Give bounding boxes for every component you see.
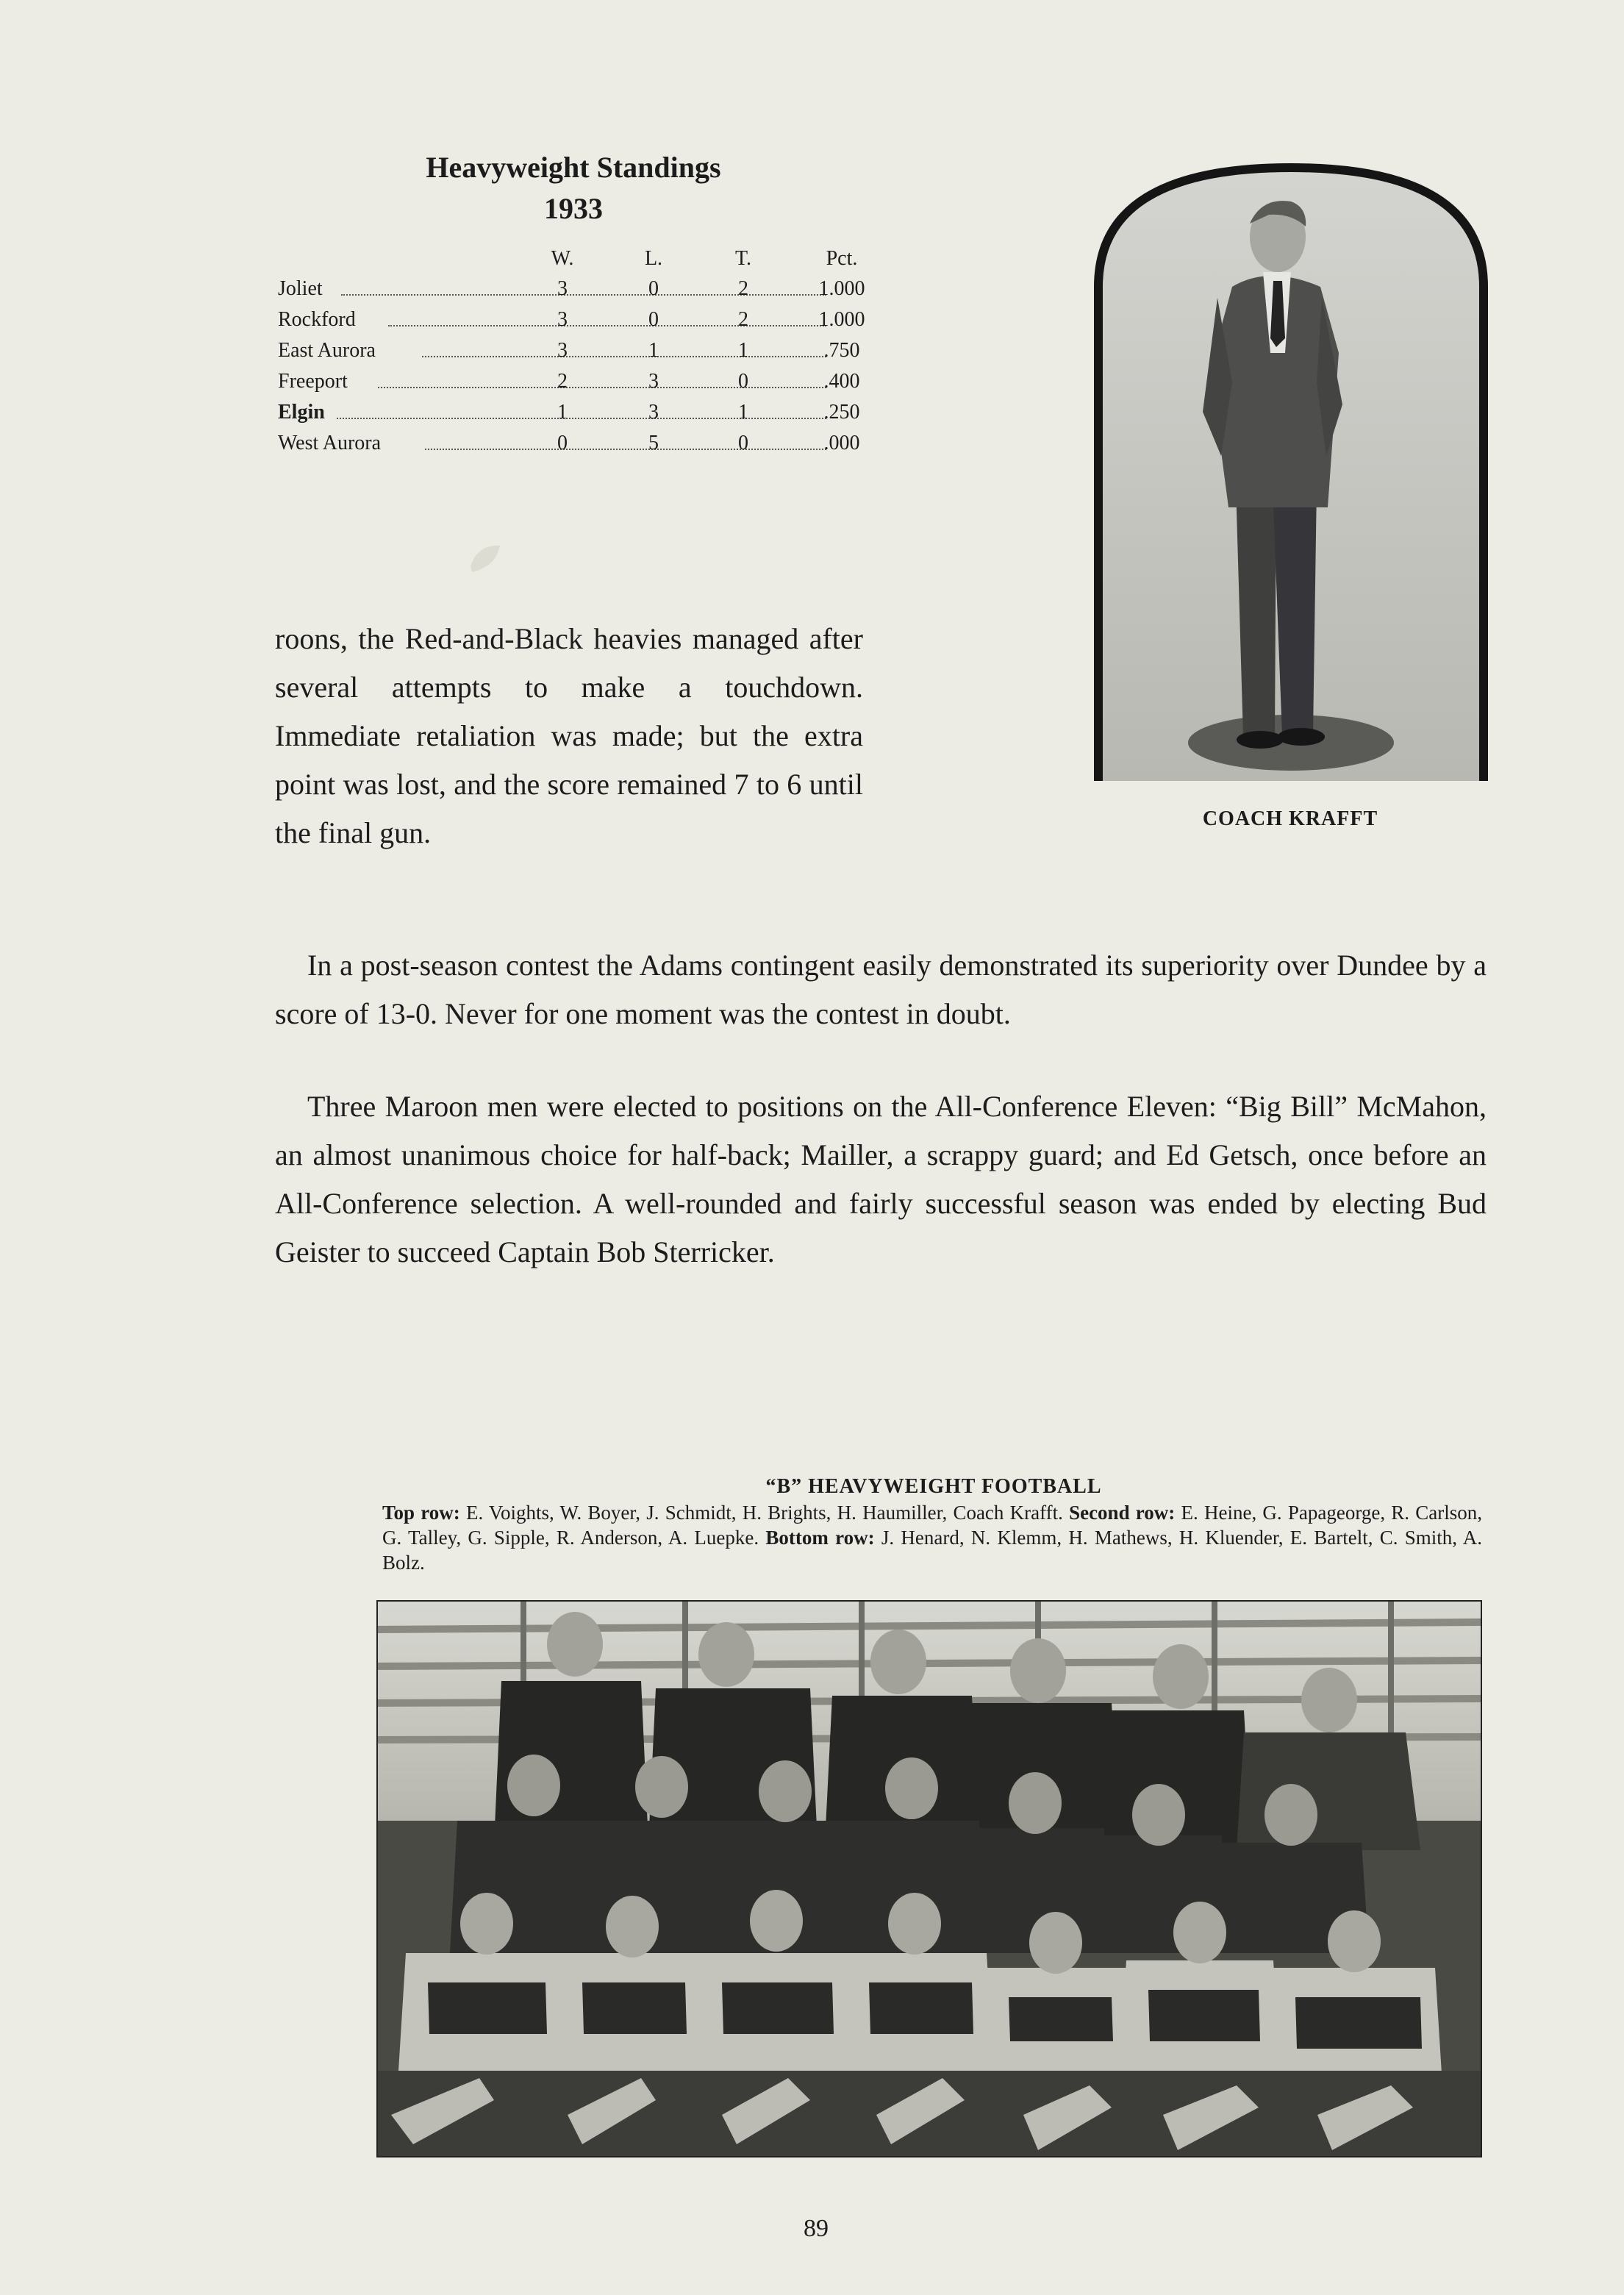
- team-wins: 0: [557, 432, 568, 454]
- team-pct: 1.000: [818, 277, 865, 300]
- team-name: Freeport: [278, 370, 348, 393]
- column-header-wins: W.: [551, 247, 574, 270]
- column-header-ties: T.: [734, 247, 752, 270]
- team-wins: 3: [557, 339, 568, 362]
- team-pct: .250: [823, 401, 860, 424]
- team-name: West Aurora: [278, 432, 382, 454]
- team-name: Joliet: [278, 277, 323, 300]
- page-number: 89: [804, 2215, 829, 2242]
- team-pct: 1.000: [818, 308, 865, 331]
- team-pct: .000: [823, 432, 860, 454]
- team-pct: .750: [823, 339, 860, 362]
- team-wins: 3: [557, 308, 568, 331]
- bottom-row-label: Bottom row:: [765, 1527, 875, 1549]
- team-wins: 2: [557, 370, 568, 393]
- bleed-through-mark: [463, 537, 507, 581]
- team-wins: 1: [557, 401, 568, 424]
- team-losses: 1: [648, 339, 659, 362]
- team-photo-caption: [382, 1500, 1482, 1575]
- standings-year: 1933: [544, 192, 603, 225]
- standings-title: Heavyweight Standings: [426, 151, 721, 184]
- team-name: Rockford: [278, 308, 356, 331]
- team-losses: 5: [648, 432, 659, 454]
- standings-row-rockford: [278, 304, 881, 335]
- standings-row-west-aurora: [278, 428, 881, 459]
- team-ties: 0: [738, 370, 748, 393]
- standings-row-east-aurora: [278, 335, 881, 366]
- top-row-names: E. Voights, W. Boyer, J. Schmidt, H. Brights, H. Haumiller, Coach Krafft.: [465, 1502, 1063, 1524]
- standings-row-elgin: [278, 397, 881, 428]
- team-ties: 1: [738, 339, 748, 362]
- team-name: Elgin: [278, 401, 325, 424]
- team-ties: 2: [738, 277, 748, 300]
- second-row-names: E. Heine, G. Papageorge, R. Carlson, G. Talley, G. Sipple, R. Anderson, A. Luepke.: [382, 1502, 1482, 1549]
- bottom-row-names: J. Henard, N. Klemm, H. Mathews, H. Kluender, E. Bartelt, C. Smith, A. Bolz.: [382, 1527, 1483, 1574]
- team-ties: 1: [738, 401, 748, 424]
- team-photo: [376, 1600, 1482, 2157]
- coach-caption: COACH KRAFFT: [1202, 807, 1378, 830]
- team-name: East Aurora: [278, 339, 376, 362]
- team-wins: 3: [557, 277, 568, 300]
- team-pct: .400: [823, 370, 860, 393]
- team-ties: 2: [738, 308, 748, 331]
- team-ties: 0: [738, 432, 748, 454]
- team-losses: 3: [648, 370, 659, 393]
- paragraph-all-conference: Three Maroon men were elected to positions on the All-Conference Eleven: “Big Bill” McMahon, an almost unanimous choice for half-back; Mailler, a scrappy guard; and Ed Getsch, once before an All-Conference selection. A well-rounded and fairly successful season was ended by electing Bud Geister to succeed Captain Bob Sterricker.: [275, 1090, 1487, 1268]
- team-losses: 3: [648, 401, 659, 424]
- paragraph-post-season: In a post-season contest the Adams contingent easily demonstrated its superiority over Dundee by a score of 13-0. Never for one moment was the contest in doubt.: [275, 949, 1487, 1030]
- standings-row-joliet: [278, 274, 881, 304]
- column-header-losses: L.: [644, 247, 663, 270]
- team-losses: 0: [648, 308, 659, 331]
- second-row-label: Second row:: [1069, 1502, 1176, 1524]
- team-losses: 0: [648, 277, 659, 300]
- column-header-pct: Pct.: [826, 247, 858, 270]
- top-row-label: Top row:: [382, 1502, 460, 1524]
- standings-row-freeport: [278, 366, 881, 397]
- team-photo-title: “B” HEAVYWEIGHT FOOTBALL: [765, 1475, 1102, 1498]
- paragraph-continuation: roons, the Red-and-Black heavies managed after several attempts to make a touchdown. Immediate retaliation was made; but the extra point was lost, and the score remained 7 to 6 until the final gun.: [275, 622, 863, 849]
- coach-photo: [1092, 162, 1489, 787]
